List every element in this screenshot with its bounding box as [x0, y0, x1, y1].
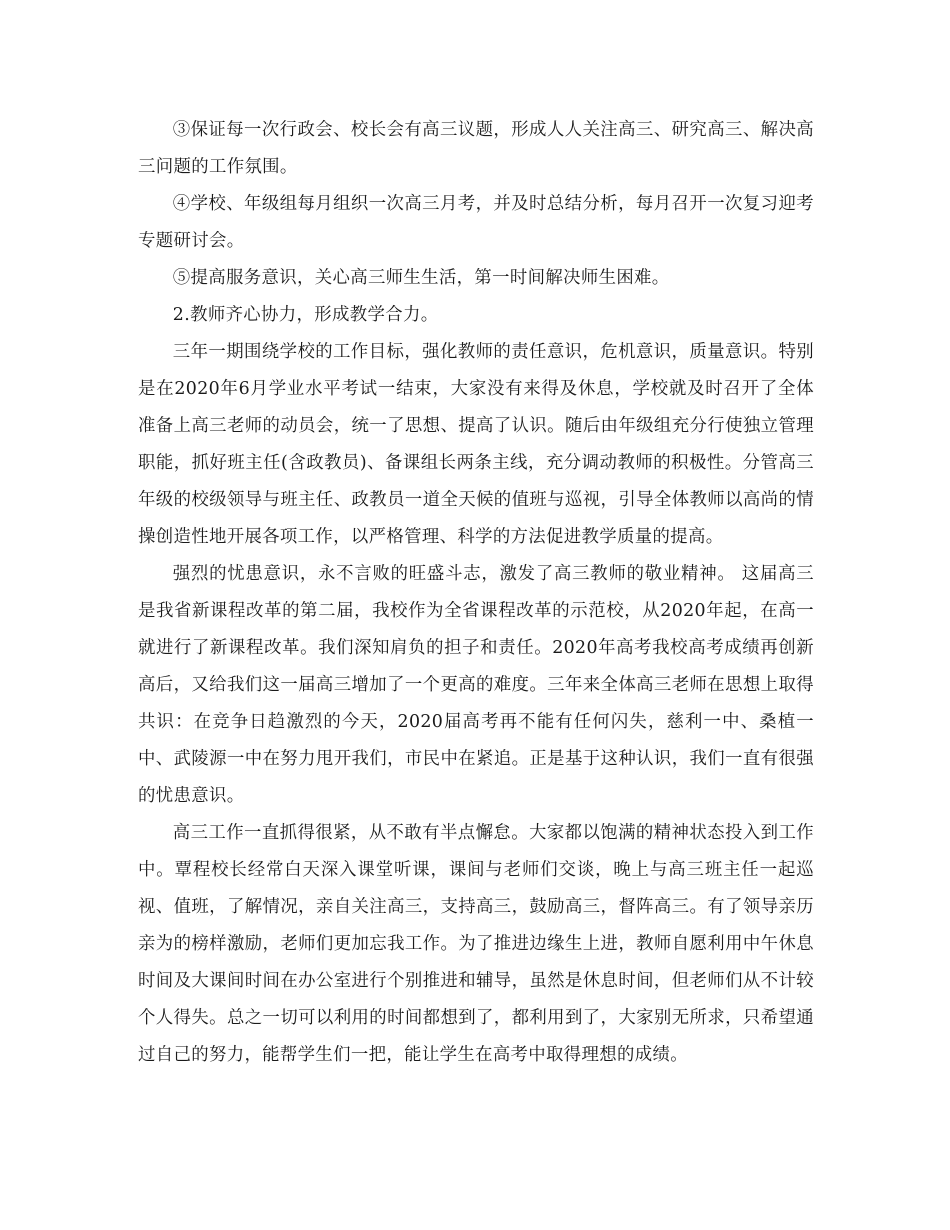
document-body — [138, 112, 814, 1074]
paragraph-item-4: ④学校、年级组每月组织一次高三月考，并及时总结分析，每月召开一次复习迎考专题研讨会。 — [138, 194, 814, 251]
paragraph-work: 高三工作一直抓得很紧，从不敢有半点懈怠。大家都以饱满的精神状态投入到工作中。覃程校长经常白天深入课堂听课，课间与老师们交谈，晚上与高三班主任一起巡视、值班，了解情况，亲自关注高三，支持高三，鼓励高三，督阵高三。有了领导亲历亲为的榜样激励，老师们更加忘我工作。为了推进边缘生上进，教师自愿利用中午休息时间及大课间时间在办公室进行个别推进和辅导，虽然是休息时间，但老师们从不计较个人得失。总之一切可以利用的时间都想到了，都利用到了，大家别无所求，只希望通过自己的努力，能帮学生们一把，能让学生在高考中取得理想的成绩。 — [138, 823, 814, 1065]
section-heading: 2.教师齐心协力，形成教学合力。 — [172, 305, 439, 325]
paragraph-item-3: ③保证每一次行政会、校长会有高三议题，形成人人关注高三、研究高三、解决高三问题的工作氛围。 — [138, 120, 814, 177]
paragraph-goals: 三年一期围绕学校的工作目标，强化教师的责任意识，危机意识，质量意识。特别是在2020年6月学业水平考试一结束，大家没有来得及休息，学校就及时召开了全体准备上高三老师的动员会，统一了思想、提高了认识。随后由年级组充分行使独立管理职能，抓好班主任(含政教员)、备课组长两条主线，充分调动教师的积极性。分管高三年级的校级领导与班主任、政教员一道全天候的值班与巡视，引导全体教师以高尚的情操创造性地开展各项工作，以严格管理、科学的方法促进教学质量的提高。 — [138, 342, 814, 547]
paragraph-item-5: ⑤提高服务意识，关心高三师生生活，第一时间解决师生困难。 — [172, 268, 670, 288]
paragraph-awareness: 强烈的忧患意识，永不言败的旺盛斗志，激发了高三教师的敬业精神。 这届高三是我省新课程改革的第二届，我校作为全省课程改革的示范校，从2020年起，在高一就进行了新课程改革。我们深知肩负的担子和责任。2020年高考我校高考成绩再创新高后，又给我们这一届高三增加了一个更高的难度。三年来全体高三老师在思想上取得共识：在竞争日趋激烈的今天，2020届高考再不能有任何闪失，慈利一中、桑植一中、武陵源一中在努力甩开我们，市民中在紧追。正是基于这种认识，我们一直有很强的忧患意识。 — [138, 564, 814, 806]
